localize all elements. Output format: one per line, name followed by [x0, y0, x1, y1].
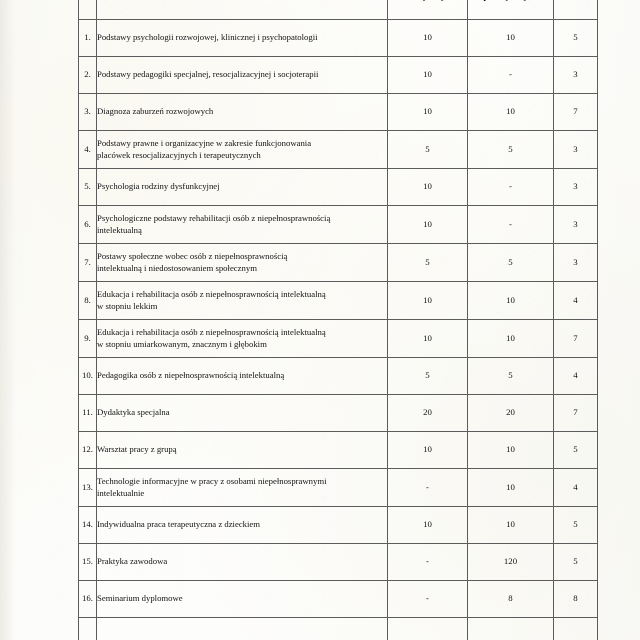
table-row	[79, 169, 598, 206]
practical-hours: -	[468, 206, 554, 244]
practical-hours: 10	[468, 507, 554, 544]
row-number: 3.	[79, 94, 97, 131]
row-number: 1.	[79, 20, 97, 57]
ects-credits	[554, 618, 598, 640]
row-number: 12.	[79, 432, 97, 469]
subject-line: Pedagogika osób z niepełnosprawnością intelektualną	[97, 370, 285, 381]
subject-line: w stopniu lekkim	[97, 300, 158, 311]
subject-line: w stopniu umiarkowanym, znacznym i głębokim	[97, 338, 267, 349]
subject-line: Podstawy pedagogiki specjalnej, resocjalizacyjnej i socjoterapii	[97, 69, 319, 80]
subject-line: Psychologiczne podstawy rehabilitacji osób z niepełnosprawnością	[97, 213, 331, 224]
table-row	[79, 581, 598, 618]
practical-hours: -	[468, 169, 554, 206]
subject-name	[97, 469, 388, 507]
subject-line: Edukacja i rehabilitacja osób z niepełnosprawnością intelektualną	[97, 289, 326, 300]
subject-name	[97, 395, 388, 432]
ects-credits: 5	[554, 507, 598, 544]
practical-hours: -	[468, 57, 554, 94]
header-theoretical-hours	[388, 0, 468, 20]
practical-hours: 10	[468, 469, 554, 507]
theoretical-hours: 10	[388, 57, 468, 94]
practical-hours: 5	[468, 131, 554, 169]
row-number: 2.	[79, 57, 97, 94]
ects-credits: 4	[554, 282, 598, 320]
subject-line: Podstawy prawne i organizacyjne w zakresie funkcjonowania	[97, 138, 312, 149]
practical-hours: 8	[468, 581, 554, 618]
theoretical-hours: 20	[388, 395, 468, 432]
subject-line: placówek resocjalizacyjnych i terapeutycznych	[97, 149, 261, 160]
subject-name	[97, 358, 388, 395]
theoretical-hours: 10	[388, 320, 468, 358]
subject-name	[97, 581, 388, 618]
theoretical-hours: 5	[388, 131, 468, 169]
subject-name	[97, 131, 388, 169]
theoretical-hours: 10	[388, 206, 468, 244]
ects-credits: 4	[554, 358, 598, 395]
subject-name	[97, 57, 388, 94]
theoretical-hours: -	[388, 581, 468, 618]
table-row	[79, 618, 598, 640]
subject-name	[97, 20, 388, 57]
table-row	[79, 507, 598, 544]
theoretical-hours: 5	[388, 358, 468, 395]
subject-name	[97, 94, 388, 131]
header-practical-hours	[468, 0, 554, 20]
practical-hours: 10	[468, 94, 554, 131]
table-row	[79, 544, 598, 581]
subject-name	[97, 320, 388, 358]
table-body	[79, 20, 598, 640]
header-row	[79, 0, 598, 20]
subject-name	[97, 282, 388, 320]
table-row	[79, 320, 598, 358]
practical-hours: 10	[468, 432, 554, 469]
row-number: 4.	[79, 131, 97, 169]
theoretical-hours: 5	[388, 244, 468, 282]
ects-credits: 3	[554, 244, 598, 282]
subject-name	[97, 206, 388, 244]
subject-name	[97, 544, 388, 581]
practical-hours: 20	[468, 395, 554, 432]
header-subject	[97, 0, 388, 20]
ects-credits: 7	[554, 320, 598, 358]
ects-credits: 4	[554, 469, 598, 507]
ects-credits: 5	[554, 544, 598, 581]
practical-hours: 10	[468, 282, 554, 320]
practical-hours: 120	[468, 544, 554, 581]
table-row	[79, 57, 598, 94]
table-row	[79, 432, 598, 469]
row-number: 9.	[79, 320, 97, 358]
ects-credits: 7	[554, 395, 598, 432]
table-row	[79, 244, 598, 282]
subject-line: Psychologia rodziny dysfunkcyjnej	[97, 181, 220, 192]
subject-name	[97, 432, 388, 469]
subject-line: Technologie informacyjne w pracy z osobami niepełnosprawnymi	[97, 476, 327, 487]
theoretical-hours: 10	[388, 94, 468, 131]
theoretical-hours: 10	[388, 282, 468, 320]
subject-line: Warsztat pracy z grupą	[97, 444, 177, 455]
row-number: 10.	[79, 358, 97, 395]
header-number	[79, 0, 97, 20]
subject-line: intelektualną	[97, 224, 142, 235]
ects-credits: 5	[554, 20, 598, 57]
theoretical-hours	[388, 618, 468, 640]
theoretical-hours: -	[388, 544, 468, 581]
row-number: 14.	[79, 507, 97, 544]
subject-line: Indywidualna praca terapeutyczna z dzieckiem	[97, 519, 261, 530]
ects-credits: 3	[554, 206, 598, 244]
row-number: 11.	[79, 395, 97, 432]
subject-line: Dydaktyka specjalna	[97, 407, 170, 418]
table-row	[79, 206, 598, 244]
row-number: 5.	[79, 169, 97, 206]
ects-credits: 3	[554, 131, 598, 169]
table-row	[79, 94, 598, 131]
subject-name	[97, 169, 388, 206]
practical-hours: 5	[468, 244, 554, 282]
theoretical-hours: 10	[388, 432, 468, 469]
row-number: 7.	[79, 244, 97, 282]
subject-name	[97, 618, 388, 640]
theoretical-hours: 10	[388, 507, 468, 544]
table-row	[79, 282, 598, 320]
theoretical-hours: 10	[388, 20, 468, 57]
table-row	[79, 395, 598, 432]
page-gutter-shadow	[0, 0, 16, 640]
row-number: 13.	[79, 469, 97, 507]
subject-line: Edukacja i rehabilitacja osób z niepełnosprawnością intelektualną	[97, 327, 326, 338]
curriculum-table-container	[78, 0, 597, 640]
table-row	[79, 358, 598, 395]
subject-name	[97, 507, 388, 544]
ects-credits: 8	[554, 581, 598, 618]
row-number: 6.	[79, 206, 97, 244]
subject-line: Diagnoza zaburzeń rozwojowych	[97, 106, 214, 117]
ects-credits: 3	[554, 57, 598, 94]
curriculum-table	[78, 0, 598, 640]
table-row	[79, 20, 598, 57]
subject-line: Podstawy psychologii rozwojowej, klinicznej i psychopatologii	[97, 32, 318, 43]
row-number: 15.	[79, 544, 97, 581]
subject-line: intelektualnie	[97, 487, 145, 498]
header-ects	[554, 0, 598, 20]
subject-line: intelektualną i niedostosowaniem społecznym	[97, 262, 257, 273]
practical-hours: 5	[468, 358, 554, 395]
theoretical-hours: -	[388, 469, 468, 507]
ects-credits: 7	[554, 94, 598, 131]
table-header	[79, 0, 598, 20]
table-row	[79, 131, 598, 169]
subject-line: Praktyka zawodowa	[97, 556, 168, 567]
row-number: 8.	[79, 282, 97, 320]
ects-credits: 3	[554, 169, 598, 206]
row-number	[79, 618, 97, 640]
subject-line: Postawy społeczne wobec osób z niepełnosprawnością	[97, 251, 288, 262]
practical-hours	[468, 618, 554, 640]
ects-credits: 5	[554, 432, 598, 469]
table-row	[79, 469, 598, 507]
theoretical-hours: 10	[388, 169, 468, 206]
row-number: 16.	[79, 581, 97, 618]
practical-hours: 10	[468, 20, 554, 57]
subject-line: Seminarium dyplomowe	[97, 593, 183, 604]
practical-hours: 10	[468, 320, 554, 358]
subject-name	[97, 244, 388, 282]
